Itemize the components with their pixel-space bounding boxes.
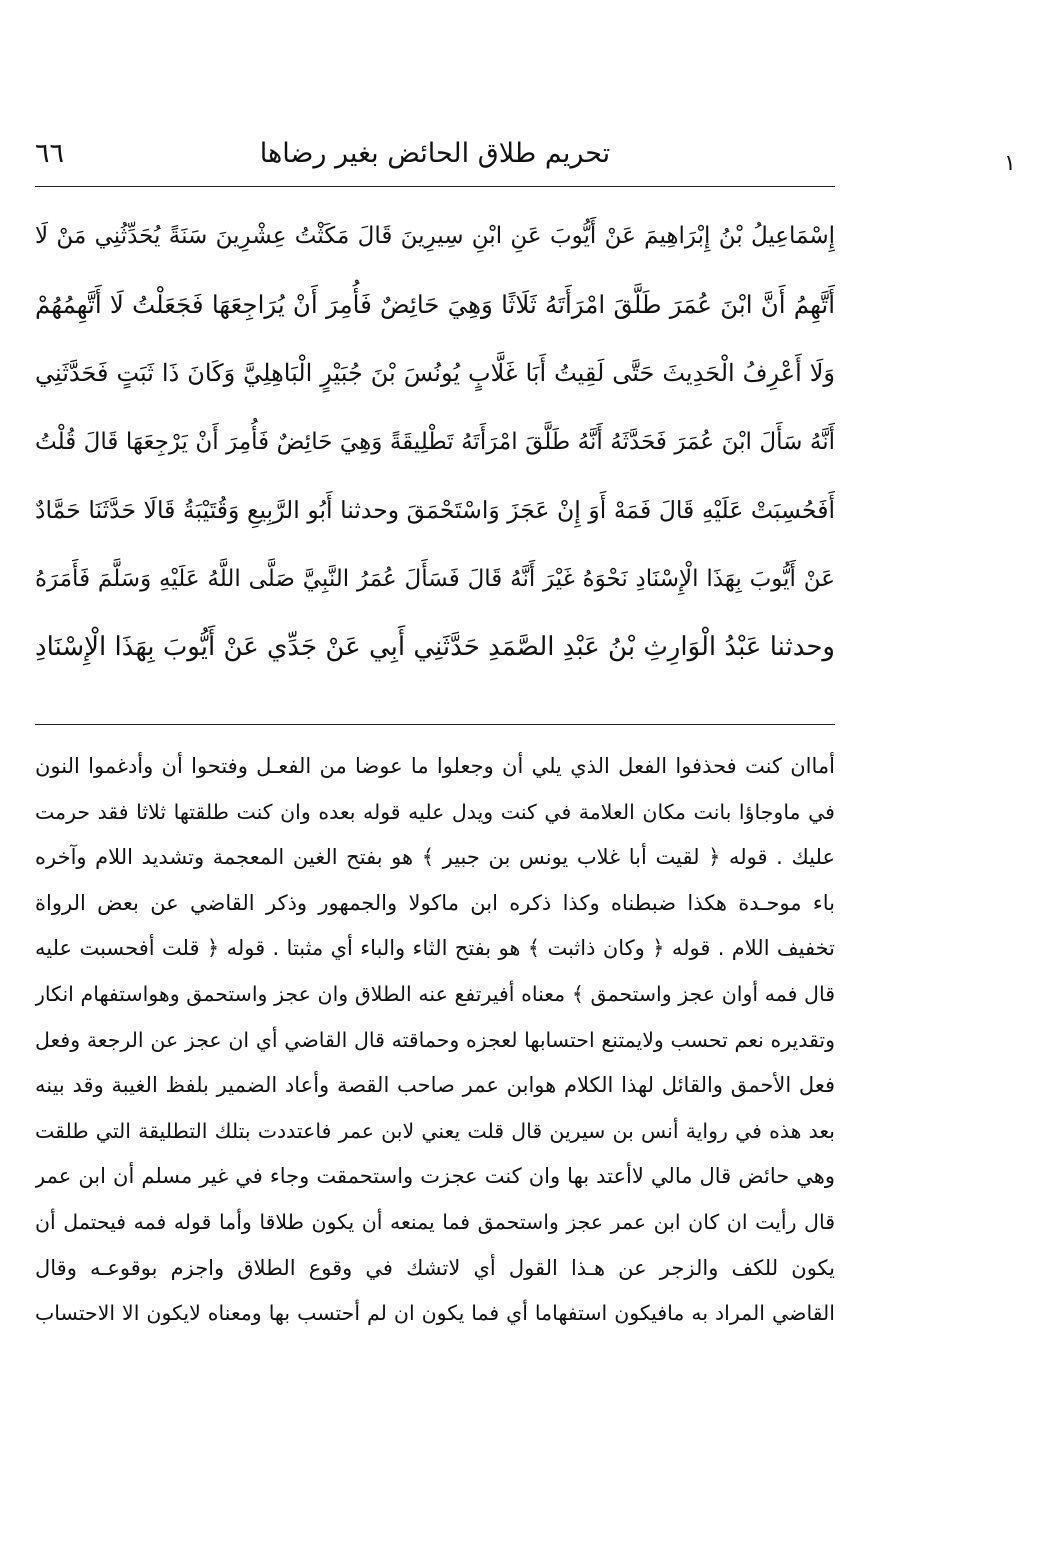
header-rule	[35, 186, 835, 187]
commentary-line: بعد هذه في رواية أنس بن سيرين قال قلت يعني لابن عمر فاعتددت بتلك التطليقة التي طلقت	[35, 1118, 835, 1143]
section-rule	[35, 724, 835, 725]
commentary-line: عليك . قوله ﴿ لقيت أبا غلاب يونس بن جبير ﴾ هو بفتح الغين المعجمة وتشديد اللام وآخره	[35, 845, 835, 870]
running-title: تحريم طلاق الحائض بغير رضاها	[259, 138, 611, 169]
commentary-line: باء موحـدة هكذا ضبطناه وكذا ذكره ابن ماكولا والجمهور وذكر القاضي عن بعض الرواة	[35, 890, 835, 915]
text-line: أَتَّهِمُ أَنَّ ابْنَ عُمَرَ طَلَّقَ امْرَأَتَهُ ثَلَاثًا وَهِيَ حَائِضٌ فَأُمِرَ أَنْ يُرَاجِعَهَا فَجَعَلْتُ لَا أَتَّهِمُهُمْ	[35, 289, 835, 319]
text-line: عَنْ أَيُّوبَ بِهَذَا الْإِسْنَادِ نَحْوَهُ غَيْرَ أَنَّهُ قَالَ فَسَأَلَ عُمَرُ النَّبِيَّ صَلَّى اللَّهُ عَلَيْهِ وَسَلَّمَ فَأَمَرَهُ	[35, 565, 835, 592]
text-line: أَنَّهُ سَأَلَ ابْنَ عُمَرَ فَحَدَّثَهُ أَنَّهُ طَلَّقَ امْرَأَتَهُ تَطْلِيقَةً وَهِيَ حَائِضٌ فَأُمِرَ أَنْ يَرْجِعَهَا قَالَ قُلْتُ	[35, 428, 835, 455]
text-line: أَفَحُسِبَتْ عَلَيْهِ قَالَ فَمَهْ أَوَ إِنْ عَجَزَ وَاسْتَحْمَقَ وحدثنا أَبُو الرَّبِيعِ وَقُتَيْبَةُ قَالَا حَدَّثَنَا حَمَّادٌ	[35, 496, 835, 524]
commentary-text	[35, 744, 835, 1337]
commentary-line: في ماوجاؤا بانت مكان العلامة في كنت ويدل عليه قوله بعده وان كنت طلقتها ثلاثا فقد حرمت	[35, 799, 835, 824]
hadith-text	[35, 202, 835, 682]
commentary-line: وتقديره نعم تحسب ولايمتنع احتسابها لعجزه وحماقته قال القاضي أي ان عجز عن الرجعة وفعل	[35, 1027, 835, 1052]
commentary-line: وهي حائض قال مالي لاأعتد بها وان كنت عجزت واستحمقت وجاء في غير مسلم أن ابن عمر	[35, 1164, 835, 1189]
running-head	[35, 132, 835, 178]
commentary-line: فعل الأحمق والقائل لهذا الكلام هوابن عمر صاحب القصة وأعاد الضمير بلفظ الغيبة وقد بينه	[35, 1073, 835, 1098]
margin-mark: ١	[1004, 151, 1016, 176]
commentary-line: القاضي المراد به مافيكون استفهاما أي فما يكون ان لم أحتسب بها ومعناه لايكون الا الاحتساب	[35, 1301, 835, 1326]
text-line: إِسْمَاعِيلُ بْنُ إِبْرَاهِيمَ عَنْ أَيُّوبَ عَنِ ابْنِ سِيرِينَ قَالَ مَكَثْتُ عِشْرِينَ سَنَةً يُحَدِّثُنِي مَنْ لَا	[35, 223, 835, 249]
text-line: وَلَا أَعْرِفُ الْحَدِيثَ حَتَّى لَقِيتُ أَبَا غَلَّابٍ يُونُسَ بْنَ جُبَيْرٍ الْبَاهِلِيَّ وَكَانَ ذَا ثَبَتٍ فَحَدَّثَنِي	[35, 359, 835, 387]
commentary-line: قال رأيت ان كان ابن عمر عجز واستحمق فما يمنعه أن يكون طلاقا وأما قوله فمه فيحتمل أن	[35, 1209, 835, 1234]
commentary-line: أماان كنت فحذفوا الفعل الذي يلي أن وجعلوا ما عوضا من الفعـل وفتحوا أن وأدغموا النون	[35, 754, 835, 778]
page-number: ٦٦	[35, 138, 65, 169]
text-line: وحدثنا عَبْدُ الْوَارِثِ بْنُ عَبْدِ الصَّمَدِ حَدَّثَنِي أَبِي عَنْ جَدِّي عَنْ أَيُّوبَ بِهَذَا الْإِسْنَادِ	[35, 632, 835, 662]
commentary-line: تخفيف اللام . قوله ﴿ وكان ذاثبت ﴾ هو بفتح الثاء والباء أي مثبتا . قوله ﴿ قلت أفحسبت عليه	[35, 936, 835, 961]
commentary-line: قال فمه أوان عجز واستحمق ﴾ معناه أفيرتفع عنه الطلاق وان عجز واستحمق وهواستفهام انكار	[35, 981, 835, 1006]
commentary-line: يكون للكف والزجر عن هـذا القول أي لاتشك في وقوع الطلاق واجزم بوقوعـه وقال	[35, 1255, 835, 1280]
